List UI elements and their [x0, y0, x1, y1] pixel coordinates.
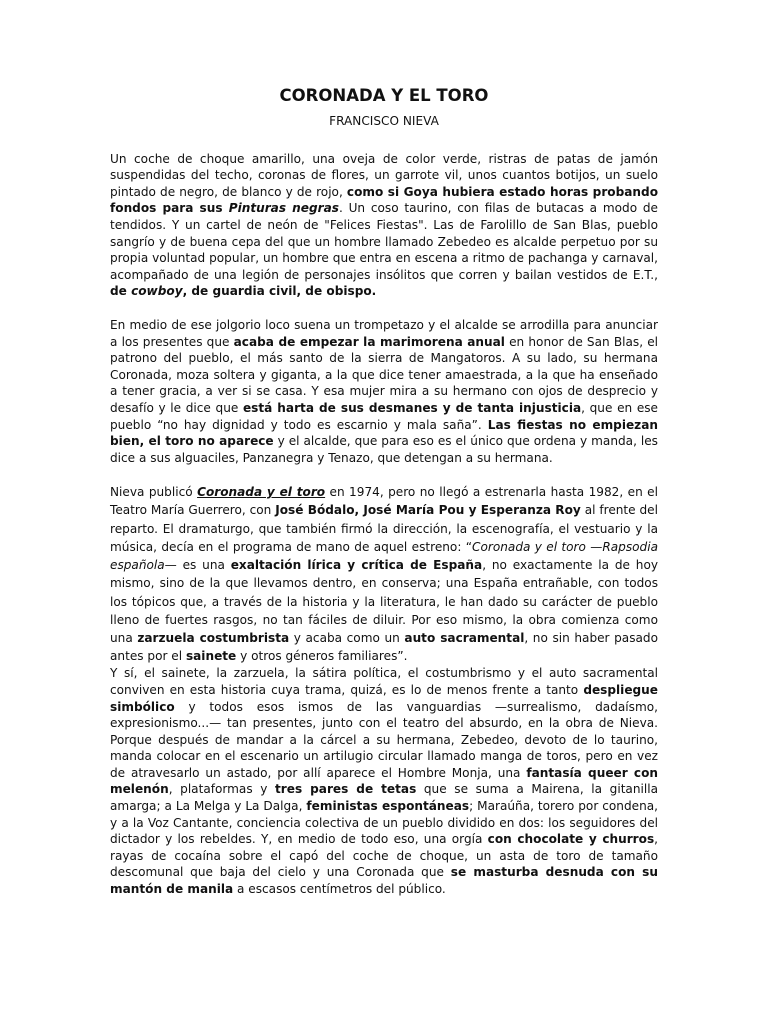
bold-text: con chocolate y churros — [487, 832, 655, 847]
bold-text: zarzuela costumbrista — [137, 630, 290, 645]
bold-text: exaltación lírica y crítica de España — [230, 558, 483, 573]
play-title-link[interactable]: Coronada y el toro — [197, 485, 326, 500]
bold-italic-text: Pinturas negras — [228, 201, 339, 216]
text: , plataformas y — [168, 782, 276, 797]
bold-text: Las fiestas no empiezan bien, el toro no aparece — [110, 417, 658, 449]
text: que se suma a Mairena, la gitanilla amarga; a La Melga y La Dalga, — [110, 782, 658, 814]
bold-text: despliegue simbólico — [110, 682, 658, 714]
text: en 1974, pero no llegó a estrenarla hasta 1982, en el Teatro María Guerrero, con — [110, 485, 658, 518]
text: ; Maraúña, torero por condena, y a la Voz Cantante, conciencia colectiva de un pueblo dividido en dos: los seguidores del dictador y los rebeldes. Y, en medio de todo eso, una orgía — [110, 799, 658, 847]
bold-text: acaba de empezar la marimorena anual — [233, 334, 505, 349]
text: en honor de San Blas, el patrono del pueblo, el más santo de la sierra de Mangatoros. A su lado, su hermana Coronada, moza soltera y giganta, a la que dice tener amaestrada, a la que ha enseñado a tener gracia, a ver si se casa. Y esa mujer mira a su hermano con ojos de desprecio y desafío y le dice que — [110, 334, 659, 415]
text: , no sin haber pasado antes por el — [110, 630, 658, 664]
text: es una — [176, 558, 231, 573]
text: , no exactamente la de hoy mismo, sino de la que llevamos dentro, en conserva; una España entrañable, con todos los tópicos que, a través de la historia y la literatura, le han dado su carácter de pueblo lleno de fuertes rasgos, no tan fáciles de diluir. Por eso mismo, la obra comienza como una — [110, 558, 659, 645]
text: y acaba como un — [289, 630, 405, 645]
bold-text: auto sacramental — [404, 630, 525, 645]
text: En medio de ese jolgorio loco suena un trompetazo y el alcalde se arrodilla para anunciar a los presentes que — [110, 317, 658, 349]
text: a escasos centímetros del público. — [233, 882, 446, 897]
text: Un coche de choque amarillo, una oveja de color verde, ristras de patas de jamón suspendidas del techo, coronas de flores, un garrote vil, unos cuantos botijos, un suelo pintado de negro, de blanco y de rojo, — [110, 151, 658, 199]
bold-text: feministas espontáneas — [306, 799, 470, 814]
paragraph-1 — [110, 151, 658, 300]
text: . Un coso taurino, con filas de butacas a modo de tendidos. Y un cartel de neón de "Felices Fiestas". Las de Farolillo de San Blas, pueblo sangrío y de buena cepa del que un hombre llamado Zebedeo es alcalde perpetuo por su propia voluntad popular, un hombre que entra en escena a ritmo de pachanga y carnaval, acompañado de una legión de personajes insólitos que corren y bailan vestidos de E.T., — [110, 201, 658, 282]
text: al frente del reparto. El dramaturgo, que también firmó la dirección, la escenografía, el vestuario y la música, decía en el programa de mano de aquel estreno: “ — [110, 503, 658, 554]
bold-text: está harta de sus desmanes y de tanta injusticia — [242, 400, 582, 415]
text: y todos esos ismos de las vanguardias —surrealismo, dadaísmo, expresionismo...— tan presentes, junto con el teatro del absurdo, en la obra de Nieva. Porque después de mandar a la cárcel a su hermana, Zebedeo, devoto de lo taurino, manda colocar en el escenario un artilugio circular llamado manga de toros, pero en vez de atravesarlo un astado, por allí aparece el Hombre Monja, una — [110, 699, 658, 780]
bold-text: , de guardia civil, de obispo. — [182, 284, 377, 299]
bold-text: José Bódalo, José María Pou y Esperanza Roy — [275, 503, 581, 518]
paragraph-3 — [110, 483, 658, 665]
bold-text: de — [110, 284, 132, 299]
bold-italic-text: cowboy — [131, 284, 183, 299]
paragraph-4 — [110, 665, 658, 897]
bold-text: tres pares de tetas — [275, 782, 417, 797]
bold-text: se masturba desnuda con su mantón de manila — [110, 865, 658, 897]
bold-text: sainete — [185, 649, 237, 664]
text: Y sí, el sainete, la zarzuela, la sátira política, el costumbrismo y el auto sacramental conviven en esta historia cuya trama, quizá, es lo de menos frente a tanto — [110, 666, 658, 697]
bold-text: como si Goya hubiera estado horas probando fondos para sus — [110, 184, 659, 216]
bold-text: fantasía queer con melenón — [110, 765, 659, 797]
text: Nieva publicó — [110, 485, 198, 500]
paragraph-2 — [110, 317, 658, 466]
italic-text: Coronada y el toro —Rapsodia española— — [110, 539, 658, 573]
text: , rayas de cocaína sobre el capó del coche de choque, un asta de toro de tamaño descomunal que baja del cielo y una Coronada que — [110, 832, 659, 880]
text: y el alcalde, que para eso es el único que ordena y manda, les dice a sus alguaciles, Panzanegra y Tenazo, que detengan a su hermana. — [110, 434, 658, 465]
document-page — [110, 86, 658, 898]
text: y otros géneros familiares”. — [236, 649, 408, 664]
text: , que en ese pueblo “no hay dignidad y todo es escarnio y mala saña”. — [110, 400, 658, 432]
document-author: FRANCISCO NIEVA — [329, 114, 439, 128]
document-title: CORONADA Y EL TORO — [279, 86, 489, 105]
